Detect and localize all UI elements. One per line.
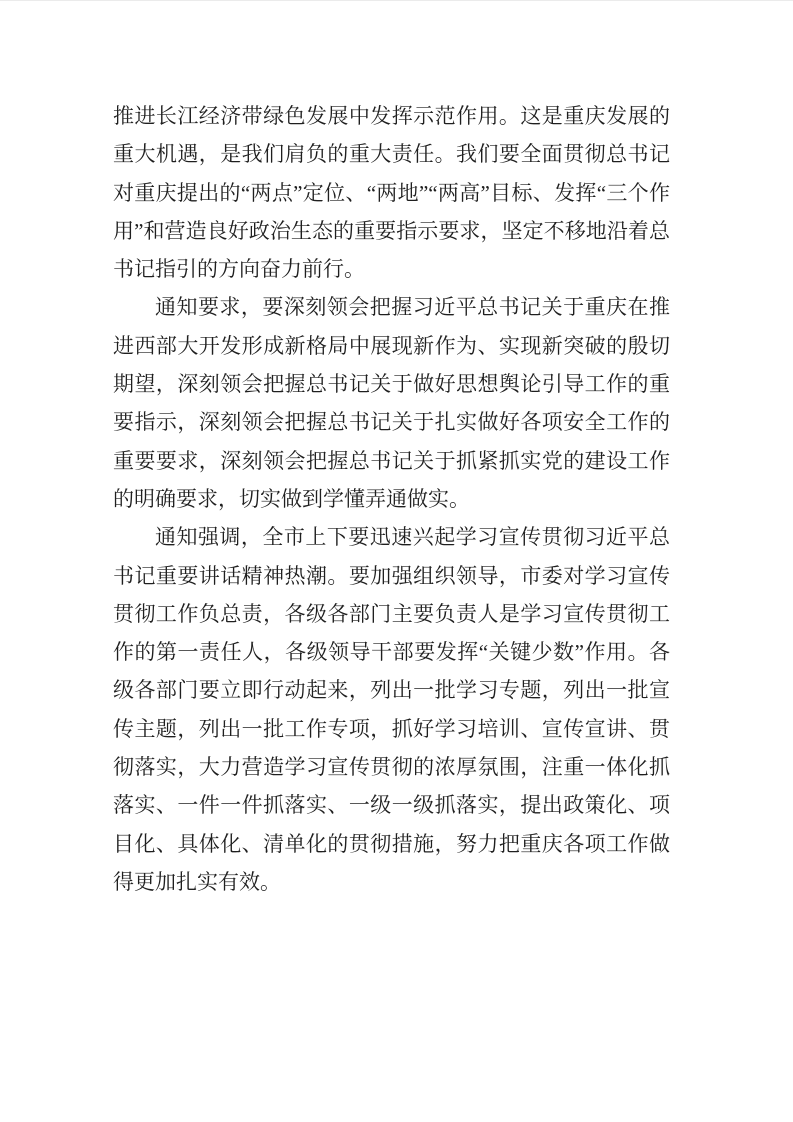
paragraph-notice-requirements: 通知要求，要深刻领会把握习近平总书记关于重庆在推进西部大开发形成新格局中展现新作为、实现新突破的殷切期望，深刻领会把握总书记关于做好思想舆论引导工作的重要指示，深刻领会把握总书记关于扎实做好各项安全工作的重要要求，深刻领会把握总书记关于抓紧抓实党的建设工作的明确要求，切实做到学懂弄通做实。: [113, 295, 670, 511]
document-body: [113, 97, 670, 901]
paragraph-notice-emphasis: 通知强调，全市上下要迅速兴起学习宣传贯彻习近平总书记重要讲话精神热潮。要加强组织领导，市委对学习宣传贯彻工作负总责，各级各部门主要负责人是学习宣传贯彻工作的第一责任人，各级领导干部要发挥“关键少数”作用。各级各部门要立即行动起来，列出一批学习专题，列出一批宣传主题，列出一批工作专项，抓好学习培训、宣传宣讲、贯彻落实，大力营造学习宣传贯彻的浓厚氛围，注重一体化抓落实、一件一件抓落实、一级一级抓落实，提出政策化、项目化、具体化、清单化的贯彻措施，努力把重庆各项工作做得更加扎实有效。: [113, 525, 670, 894]
paragraph-continuation: 推进长江经济带绿色发展中发挥示范作用。这是重庆发展的重大机遇，是我们肩负的重大责任。我们要全面贯彻总书记对重庆提出的“两点”定位、“两地”“两高”目标、发挥“三个作用”和营造良好政治生态的重要指示要求，坚定不移地沿着总书记指引的方向奋力前行。: [113, 104, 670, 282]
